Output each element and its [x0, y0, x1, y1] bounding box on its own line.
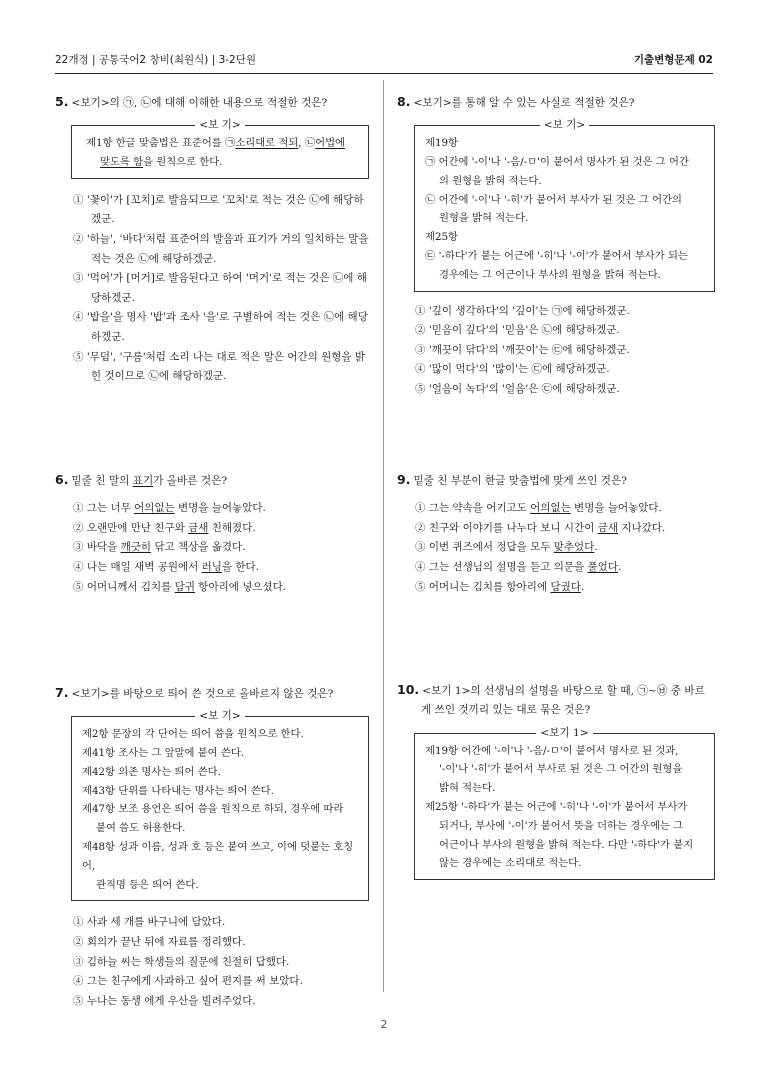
box-line: ㉢ '-하다'가 붙는 어근에 '-히'나 '-이'가 붙어서 부사가 되는	[425, 250, 688, 263]
box-line: 밝혀 적는다.	[439, 782, 496, 795]
header-title: 기출변형문제 02	[633, 54, 713, 66]
box-line: 어근이나 부사의 원형을 밝혀 적는다. 다만 '-하다'가 붙지	[439, 838, 694, 851]
question-7-stem: 7. <보기>를 바탕으로 띄어 쓴 것으로 올바르지 않은 것은?	[55, 685, 334, 700]
box-line: 제19항 어간에 '-이'나 '-음/-ㅁ'이 붙어서 명사로 된 것과,	[425, 744, 679, 757]
box-line: 제47항 보조 용언은 띄어 씀을 원칙으로 하되, 경우에 따라	[82, 803, 344, 816]
box-rule-1-cont: 맞도록 함을 원칙으로 한다.	[100, 156, 223, 169]
choice-1[interactable]: ① '꽃이'가 [꼬치]로 발음되므로 '꼬치'로 적는 것은 ㉡에 해당하겠군.	[73, 193, 364, 226]
choice-1[interactable]: ① '깊이 생각하다'의 '깊이'는 ㉠에 해당하겠군.	[415, 304, 630, 317]
choice-3[interactable]: ③ 김하늘 씨는 학생들의 질문에 친절히 답했다.	[73, 955, 290, 968]
box-line: 관직명 등은 띄어 쓴다.	[96, 878, 199, 891]
box-line: 붙여 씀도 허용한다.	[96, 822, 186, 835]
question-6-stem: 6. 밑줄 친 말의 표기가 올바른 것은?	[55, 472, 228, 487]
box-line: 되거나, 부사에 '-이'가 붙어서 뜻을 더하는 경우에는 그	[439, 819, 684, 832]
box-title: <보 기>	[195, 710, 245, 722]
choice-4[interactable]: ④ '밥을'을 명사 '밥'과 조사 '을'로 구별하여 적는 것은 ㉡에 해당하겠군.	[73, 311, 368, 344]
choice-3[interactable]: ③ '깨끗이 닦다'의 '깨끗이'는 ㉢에 해당하겠군.	[415, 343, 630, 356]
box-line: 제25항	[425, 231, 458, 244]
choice-2[interactable]: ② 회의가 끝난 뒤에 자료를 정리했다.	[73, 936, 246, 949]
question-10-box	[414, 726, 715, 881]
choice-2[interactable]: ② 친구와 이야기를 나누다 보니 시간이 금새 지나갔다.	[415, 521, 666, 534]
question-7-choices	[55, 913, 369, 1011]
choice-2[interactable]: ② 오랜만에 만난 친구와 금새 친해졌다.	[73, 521, 256, 534]
question-5	[55, 92, 369, 387]
choice-4[interactable]: ④ 나는 매일 새벽 공원에서 러닝을 한다.	[73, 561, 260, 574]
header-rule	[55, 73, 713, 74]
question-8-box	[414, 119, 715, 291]
box-line: 않는 경우에는 소리대로 적는다.	[439, 857, 582, 870]
header-course-info: 22개정 | 공통국어2 창비(최원식) | 3-2단원	[55, 54, 257, 66]
question-7	[55, 683, 369, 1011]
choice-3[interactable]: ③ 이번 퀴즈에서 정답을 모두 맞추었다.	[415, 541, 598, 554]
choice-5[interactable]: ⑤ 누나는 동생 에게 우산을 빌려주었다.	[73, 994, 256, 1007]
question-5-choices	[55, 191, 369, 387]
question-7-box	[71, 710, 369, 901]
choice-1[interactable]: ① 그는 너무 어의없는 변명을 늘어놓았다.	[73, 502, 266, 515]
choice-2[interactable]: ② '하늘', '바다'처럼 표준어의 발음과 표기가 거의 일치하는 말을 적는 것은 ㉡에 해당하겠군.	[73, 233, 369, 265]
box-line: '-이'나 '-히'가 붙어서 부사로 된 것은 그 어간의 원형을	[439, 763, 683, 776]
box-title: <보 기>	[540, 119, 590, 131]
choice-1[interactable]: ① 사과 세 개를 바구니에 담았다.	[73, 916, 226, 929]
choice-5[interactable]: ⑤ 어머니는 김치를 항아리에 담궜다.	[415, 580, 585, 593]
question-8-choices	[397, 302, 715, 400]
choice-3[interactable]: ③ '먹어'가 [머거]로 발음된다고 하여 '머거'로 적는 것은 ㉡에 해당하겠군.	[73, 272, 367, 304]
question-10-stem: 10. <보기 1>의 선생님의 설명을 바탕으로 할 때, ㉠~㉥ 중 바르게 쓰인 것끼리 있는 대로 묶은 것은?	[397, 682, 705, 717]
question-8-stem: 8. <보기>를 통해 알 수 있는 사실로 적절한 것은?	[397, 94, 635, 109]
question-6	[55, 470, 369, 597]
page-number: 2	[380, 1018, 388, 1031]
box-title: <보기 1>	[536, 727, 592, 739]
box-line: 원형을 밝혀 적는다.	[439, 212, 529, 225]
box-title: <보 기>	[195, 119, 245, 131]
box-line: 제43항 단위를 나타내는 명사는 띄어 쓴다.	[82, 784, 274, 797]
question-5-stem: 5. <보기>의 ㉠, ㉡에 대해 이해한 내용으로 적절한 것은?	[55, 94, 328, 109]
box-line: ㉠ 어간에 '-이'나 '-음/-ㅁ'이 붙어서 명사가 된 것은 그 어간	[425, 156, 689, 169]
question-6-choices	[55, 499, 369, 597]
choice-5[interactable]: ⑤ '무덤', '구름'처럼 소리 나는 대로 적은 말은 어간의 원형을 밝힌 것이므로 ㉡에 해당하겠군.	[73, 350, 366, 383]
choice-4[interactable]: ④ 그는 친구에게 사과하고 싶어 편지를 써 보았다.	[73, 975, 303, 988]
column-divider	[383, 80, 384, 992]
box-line: 경우에는 그 어근이나 부사의 원형을 밝혀 적는다.	[439, 268, 661, 281]
choice-5[interactable]: ⑤ '얼음이 녹다'의 '얼음'은 ㉢에 해당하겠군.	[415, 383, 620, 396]
box-line: 제41항 조사는 그 앞말에 붙여 쓴다.	[82, 747, 245, 760]
box-line: 제25항 '-하다'가 붙는 어근에 '-히'나 '-이'가 붙어서 부사가	[425, 800, 688, 813]
question-8	[397, 92, 715, 400]
choice-4[interactable]: ④ 그는 선생님의 설명을 듣고 의문을 풀었다.	[415, 561, 622, 574]
box-line: 제48항 성과 이름, 성과 호 등은 붙여 쓰고, 이에 덧붙는 호칭어,	[82, 841, 354, 872]
choice-2[interactable]: ② '믿음이 깊다'의 '믿음'은 ㉡에 해당하겠군.	[415, 324, 620, 337]
choice-4[interactable]: ④ '많이 먹다'의 '많이'는 ㉢에 해당하겠군.	[415, 363, 610, 376]
choice-5[interactable]: ⑤ 어머니께서 김치를 담귀 항아리에 넣으셨다.	[73, 580, 287, 593]
box-line: 의 원형을 밝혀 적는다.	[439, 174, 542, 187]
question-9-stem: 9. 밑줄 친 부분이 한글 맞춤법에 맞게 쓰인 것은?	[397, 472, 627, 487]
question-5-box	[71, 119, 369, 179]
box-line: 제2항 문장의 각 단어는 띄어 씀을 원칙으로 한다.	[82, 728, 304, 741]
choice-1[interactable]: ① 그는 약속을 어기고도 어의없는 변명을 늘어놓았다.	[415, 502, 662, 515]
box-line: 제19항	[425, 137, 458, 150]
question-9	[397, 470, 715, 597]
box-rule-1: 제1항 한글 맞춤법은 표준어를 ㉠소리대로 적되, ㉡어법에	[86, 137, 345, 150]
box-line: ㉡ 어간에 '-이'나 '-히'가 붙어서 부사가 된 것은 그 어간의	[425, 193, 682, 206]
box-line: 제42항 의존 명사는 띄어 쓴다.	[82, 765, 221, 778]
question-9-choices	[397, 499, 715, 597]
question-10	[397, 680, 715, 880]
choice-3[interactable]: ③ 바닥을 깨긋히 닦고 책상을 옮겼다.	[73, 541, 246, 554]
